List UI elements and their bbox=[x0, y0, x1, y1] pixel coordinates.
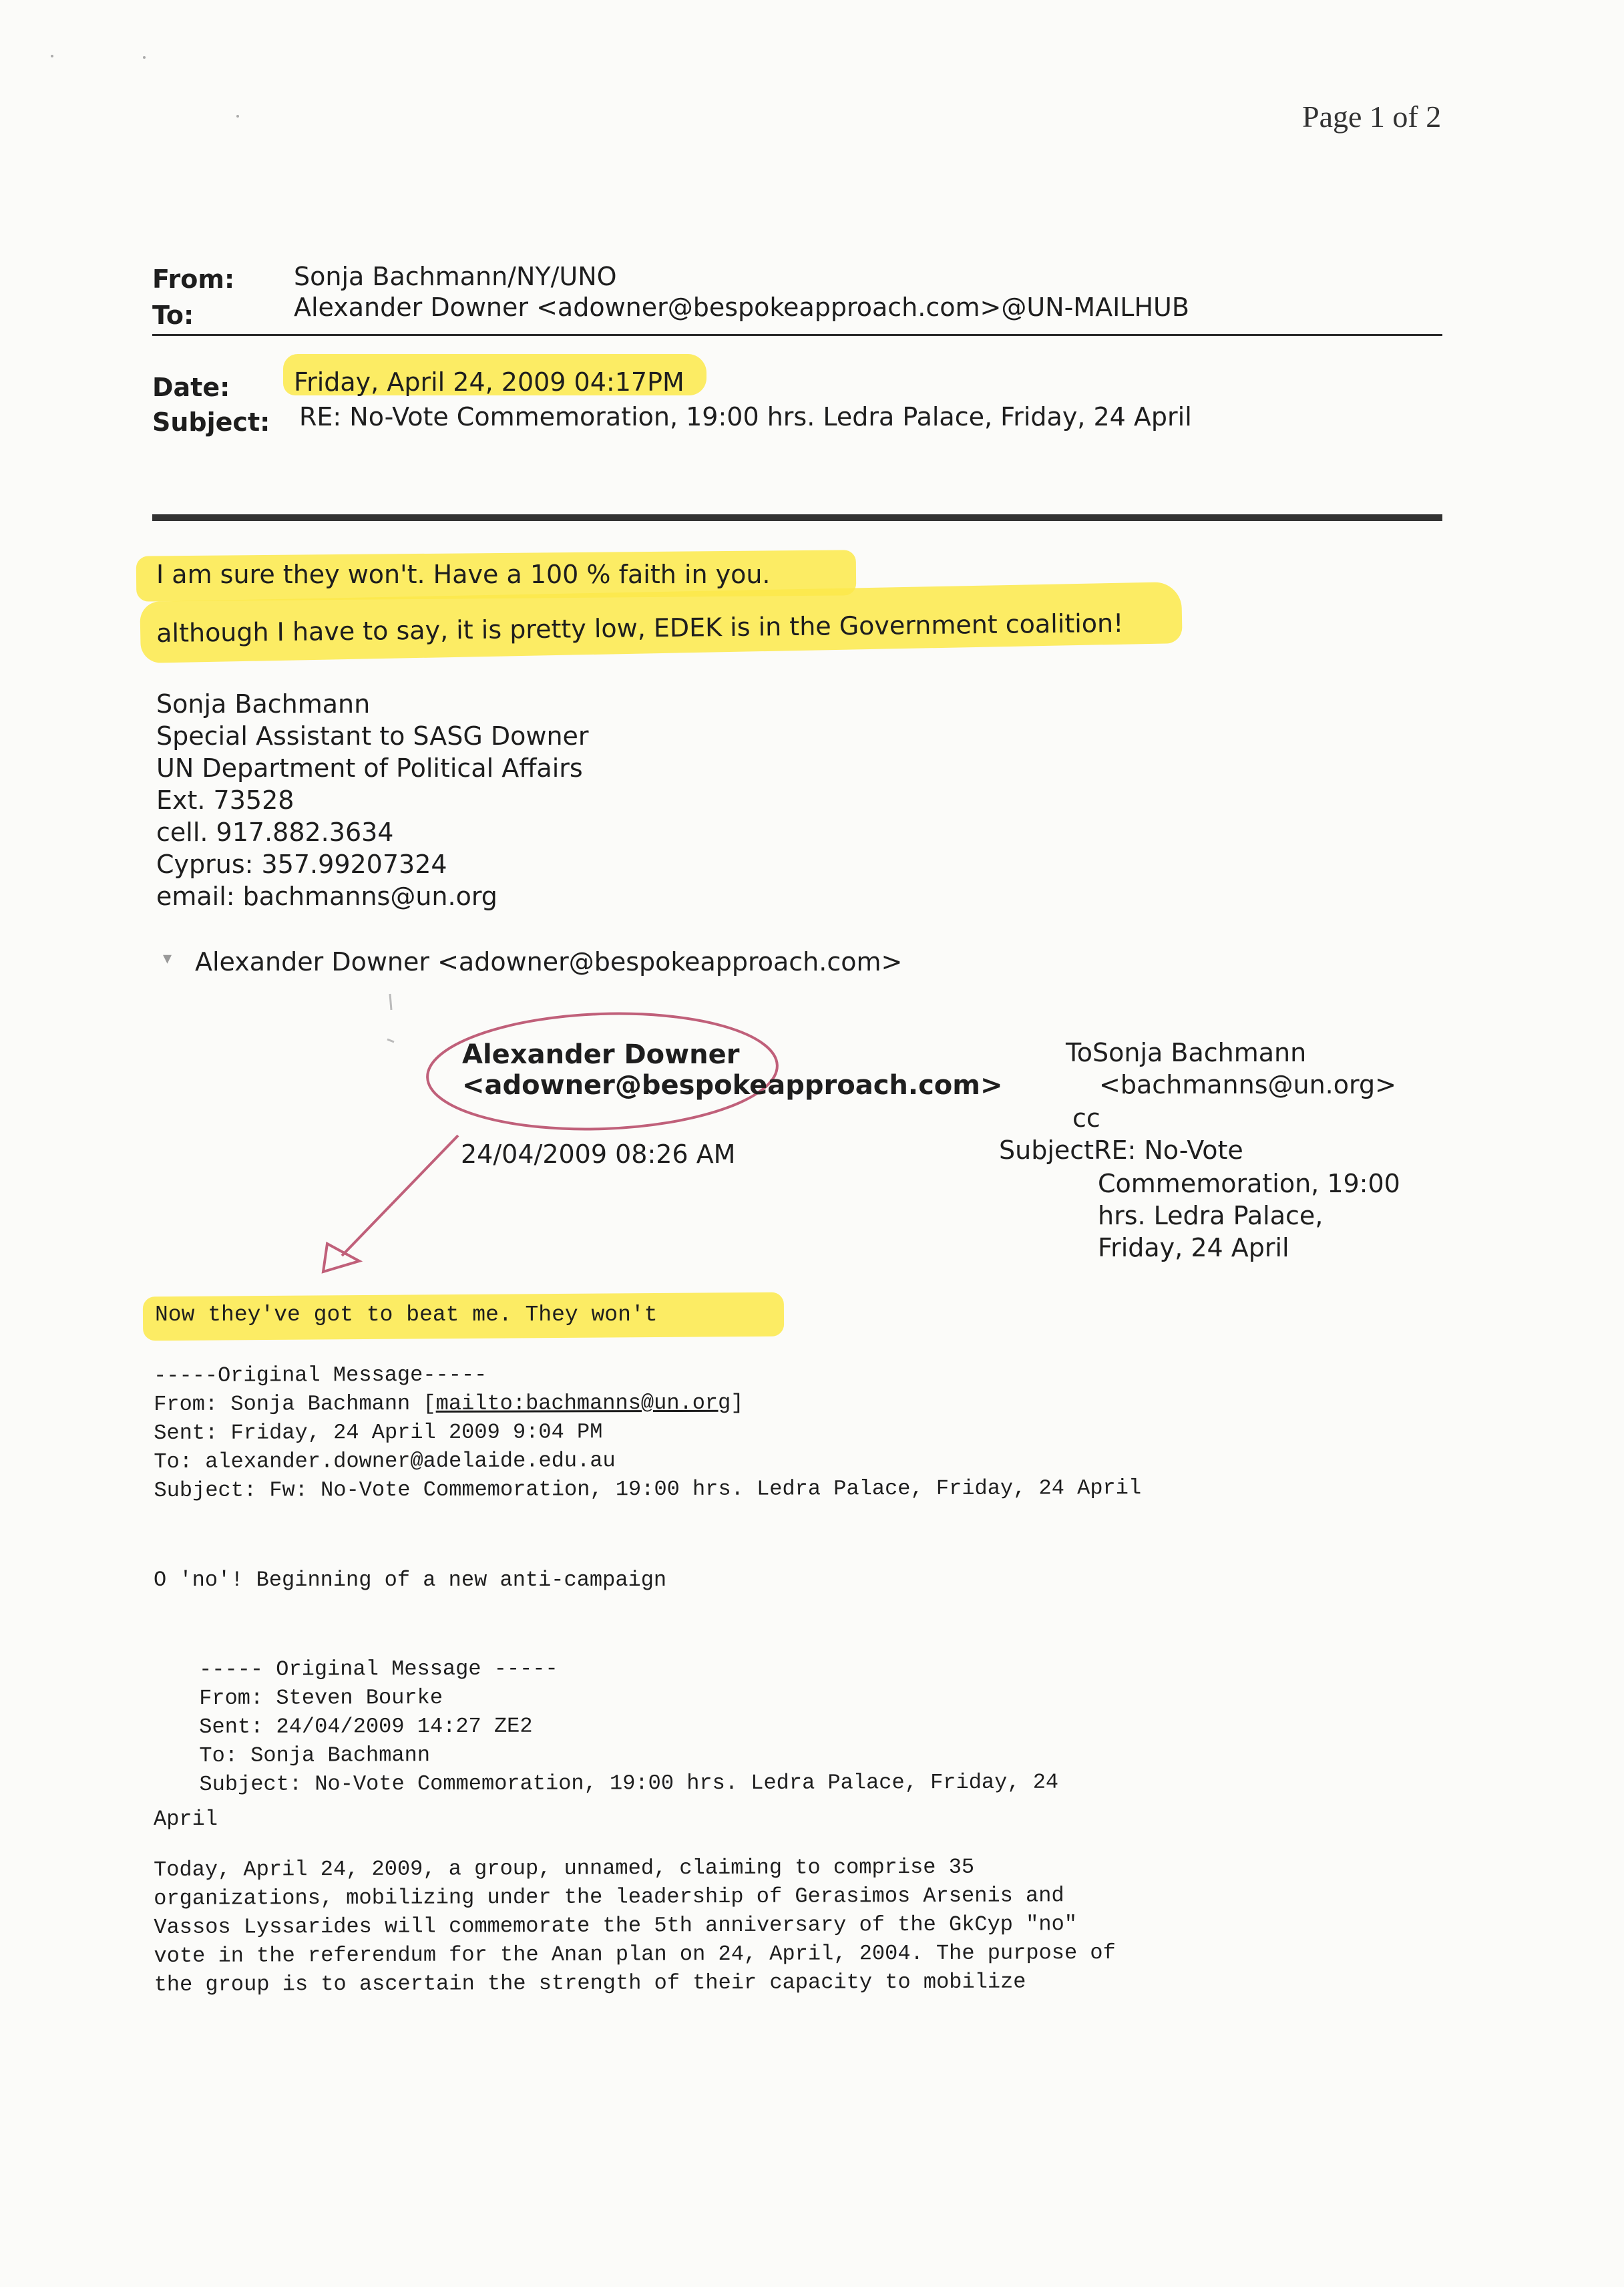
om1-sent: Sent: Friday, 24 April 2009 9:04 PM bbox=[154, 1419, 603, 1445]
reply-subject-label: Subject bbox=[999, 1135, 1094, 1165]
om2-paragraph-line: Vassos Lyssarides will commemorate the 5th anniversary of the GkCyp "no" bbox=[154, 1912, 1078, 1940]
signature-cell: cell. 917.882.3634 bbox=[156, 818, 394, 847]
body-line-1: I am sure they won't. Have a 100 % faith in you. bbox=[156, 560, 771, 589]
om2-sent: Sent: 24/04/2009 14:27 ZE2 bbox=[199, 1713, 533, 1739]
quoted-sender-line: Alexander Downer <adowner@bespokeapproach.com> bbox=[195, 947, 903, 977]
reply-sender-email: <adowner@bespokeapproach.com> bbox=[462, 1070, 1003, 1101]
body-line-2: although I have to say, it is pretty low, EDEK is in the Government coalition! bbox=[156, 608, 1124, 648]
scan-mark bbox=[387, 1039, 394, 1042]
om2-subject: Subject: No-Vote Commemoration, 19:00 hrs. Ledra Palace, Friday, 24 bbox=[199, 1769, 1059, 1797]
from-value: Sonja Bachmann/NY/UNO bbox=[294, 262, 617, 291]
reply-subject-line bbox=[999, 1135, 1243, 1165]
reply-sender-name: Alexander Downer bbox=[462, 1039, 740, 1070]
signature-department: UN Department of Political Affairs bbox=[156, 753, 583, 783]
pen-arrow-shaft bbox=[342, 1135, 458, 1256]
to-value: Alexander Downer <adowner@bespokeapproach.com>@UN-MAILHUB bbox=[294, 293, 1189, 322]
signature-email: email: bachmanns@un.org bbox=[156, 882, 497, 911]
om1-to: To: alexander.downer@adelaide.edu.au bbox=[154, 1448, 616, 1474]
om2-paragraph-line: Today, April 24, 2009, a group, unnamed, claiming to comprise 35 bbox=[154, 1854, 975, 1882]
reply-subject-line-2: Commemoration, 19:00 bbox=[1098, 1169, 1400, 1198]
om2-divider: ----- Original Message ----- bbox=[199, 1656, 558, 1682]
reply-subject-line-4: Friday, 24 April bbox=[1098, 1233, 1289, 1262]
om2-paragraph-line: the group is to ascertain the strength of their capacity to mobilize bbox=[154, 1969, 1026, 1997]
original-message-1 bbox=[154, 1359, 1141, 1505]
om2-to: To: Sonja Bachmann bbox=[199, 1743, 431, 1768]
om1-text: O 'no'! Beginning of a new anti-campaign bbox=[154, 1568, 667, 1592]
reply-to-email: <bachmanns@un.org> bbox=[1099, 1070, 1396, 1099]
from-label: From: bbox=[152, 265, 235, 294]
date-value: Friday, April 24, 2009 04:17PM bbox=[294, 367, 684, 397]
signature-cyprus-phone: Cyprus: 357.99207324 bbox=[156, 850, 447, 879]
reply-to-name: Sonja Bachmann bbox=[1092, 1038, 1307, 1067]
to-label: To: bbox=[152, 301, 194, 330]
reply-subject-wrap bbox=[1098, 1168, 1400, 1264]
reply-cc-label: cc bbox=[1072, 1103, 1100, 1133]
om1-from-prefix: From: Sonja Bachmann [ bbox=[154, 1391, 436, 1417]
om1-from-suffix: ] bbox=[731, 1390, 744, 1415]
subject-value: RE: No-Vote Commemoration, 19:00 hrs. Ledra Palace, Friday, 24 April bbox=[299, 402, 1192, 431]
om1-subject: Subject: Fw: No-Vote Commemoration, 19:00 hrs. Ledra Palace, Friday, 24 April bbox=[154, 1475, 1142, 1503]
om1-divider: -----Original Message----- bbox=[154, 1362, 487, 1388]
om2-paragraph-line: vote in the referendum for the Anan plan on 24, April, 2004. The purpose of bbox=[154, 1940, 1116, 1968]
om2-subject-wrap: April bbox=[154, 1807, 218, 1831]
om2-paragraph bbox=[154, 1852, 1116, 1999]
om2-paragraph-line: organizations, mobilizing under the leadership of Gerasimos Arsenis and bbox=[154, 1883, 1064, 1911]
signature-extension: Ext. 73528 bbox=[156, 785, 294, 815]
reply-subject-line-1: RE: No-Vote bbox=[1094, 1135, 1243, 1165]
expand-caret-icon: ▾ bbox=[163, 948, 172, 969]
om2-from: From: Steven Bourke bbox=[199, 1685, 443, 1711]
date-label: Date: bbox=[152, 373, 230, 402]
pen-arrow-head bbox=[323, 1244, 359, 1272]
signature-title: Special Assistant to SASG Downer bbox=[156, 721, 589, 751]
reply-to-label: To bbox=[1066, 1038, 1093, 1067]
om1-mailto-link[interactable]: mailto:bachmanns@un.org bbox=[435, 1390, 731, 1416]
reply-subject-line-3: hrs. Ledra Palace, bbox=[1098, 1201, 1324, 1230]
subject-label: Subject: bbox=[152, 407, 270, 437]
reply-text: Now they've got to beat me. They won't bbox=[155, 1302, 658, 1327]
om1-from bbox=[154, 1387, 1141, 1419]
reply-to-line bbox=[1066, 1038, 1306, 1067]
page-number: Page 1 of 2 bbox=[1302, 100, 1442, 134]
scan-mark bbox=[390, 994, 391, 1010]
original-message-2 bbox=[199, 1653, 1058, 1799]
signature-name: Sonja Bachmann bbox=[156, 689, 371, 719]
reply-sent-datetime: 24/04/2009 08:26 AM bbox=[461, 1139, 736, 1169]
